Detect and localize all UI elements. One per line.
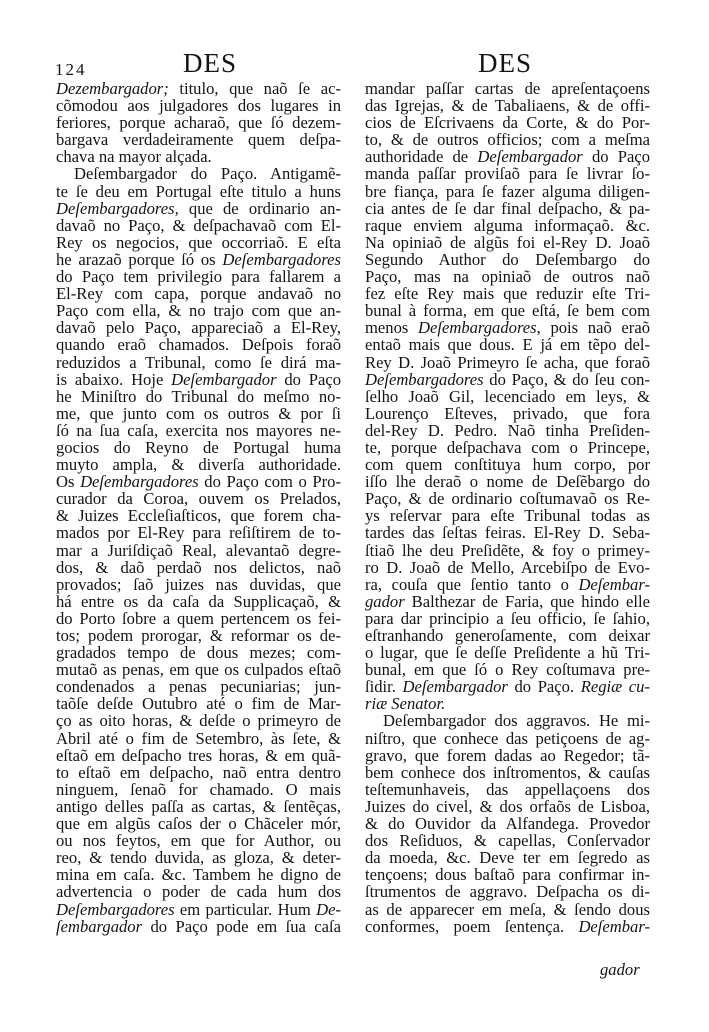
text-run: muyto ampla, & diverſa authoridade. bbox=[56, 455, 341, 475]
text-run: curador da Coroa, ouvem os Prelados, bbox=[56, 489, 341, 509]
text-run: mina em caſa. &c. Tambem he digno de bbox=[56, 865, 341, 885]
text-line bbox=[56, 97, 341, 114]
text-run: Os bbox=[56, 472, 81, 492]
text-run: entaõ mais que dous. E já em tẽpo del- bbox=[365, 335, 650, 355]
text-line bbox=[365, 234, 650, 251]
text-run: que de ordinario an- bbox=[178, 198, 341, 218]
text-run: condenados a penas pecuniarias; jun- bbox=[56, 677, 341, 697]
text-line bbox=[56, 781, 341, 798]
text-run: & do Ouvidor da Alfandega. Provedor bbox=[365, 814, 650, 834]
text-run: ninguem, ſenaõ for chamado. O mais bbox=[56, 779, 341, 799]
text-run: is abaixo. Hoje bbox=[56, 369, 172, 389]
text-run: ro D. Joaõ de Mello, Arcebiſpo de Evo- bbox=[365, 557, 650, 577]
text-run: eſtaõ em deſpacho tres horas, & em quã- bbox=[56, 745, 341, 765]
text-line bbox=[56, 285, 341, 302]
text-line bbox=[56, 593, 341, 610]
text-run: Deſembargador dos aggravos. He mi- bbox=[383, 711, 650, 731]
text-run: do Paço bbox=[276, 369, 341, 389]
text-run: authoridade de bbox=[365, 147, 478, 167]
text-line bbox=[365, 354, 650, 371]
text-line bbox=[365, 251, 650, 268]
text-run: mados por El-Rey para reſiſtirem de to- bbox=[56, 523, 341, 543]
text-line bbox=[56, 798, 341, 815]
text-run: ſó na ſua caſa, exercita nos mayores ne- bbox=[56, 420, 341, 440]
text-run: antigo delles paſſa as cartas, & ſentẽças, bbox=[56, 796, 341, 816]
text-run: tençoens; dous baſtaõ para confirmar in- bbox=[365, 865, 650, 885]
text-run: tos; podem prorogar, & reformar os de- bbox=[56, 626, 341, 645]
text-run: teſtemunhaveis, das appellaçoens dos bbox=[365, 779, 650, 799]
text-run: Lourenço Eſteves, privado, que fora bbox=[365, 403, 650, 423]
text-line bbox=[365, 542, 650, 559]
italic-term: gador bbox=[365, 591, 405, 611]
right-text-column bbox=[365, 80, 650, 935]
text-run: te ſe deu em Portugal eſte titulo a huns bbox=[56, 181, 341, 201]
text-line bbox=[56, 234, 341, 251]
text-line bbox=[365, 798, 650, 815]
text-run: to, & de outros officios; com a meſma bbox=[365, 130, 650, 150]
text-line bbox=[365, 200, 650, 217]
text-line bbox=[56, 131, 341, 148]
left-text-column bbox=[56, 80, 341, 935]
text-run: Paço, & de ordinario coſtumavaõ os Re- bbox=[365, 489, 650, 509]
italic-term: Deſembar- bbox=[578, 574, 650, 594]
text-run: fez eſte Rey mais que reduzir eſte Tri- bbox=[365, 284, 650, 304]
italic-term: Deſembargadores bbox=[365, 369, 484, 389]
text-run: bre fiança, para ſe fazer alguma diligen- bbox=[365, 181, 650, 201]
text-line bbox=[56, 542, 341, 559]
text-line bbox=[56, 678, 341, 695]
text-line bbox=[365, 388, 650, 405]
text-line bbox=[365, 883, 650, 900]
italic-term: Deſembargador bbox=[477, 147, 583, 167]
text-run: me, que junto com os outros & por ſi bbox=[56, 403, 341, 423]
text-line bbox=[365, 730, 650, 747]
text-line bbox=[365, 165, 650, 182]
text-line bbox=[365, 901, 650, 918]
text-line bbox=[56, 388, 341, 405]
text-line bbox=[56, 302, 341, 319]
text-line bbox=[56, 712, 341, 729]
text-run: que em algũs caſos der o Chãceler mór, bbox=[56, 814, 341, 834]
text-run: em particular. Hum bbox=[174, 899, 317, 919]
text-line bbox=[56, 319, 341, 336]
text-run: bunal, em que ſó o Rey coſtumava pre- bbox=[365, 660, 650, 680]
text-run: o lugar, que ſe deſſe Preſidente a hũ Tri- bbox=[365, 643, 650, 663]
text-run: do Paço com o Pro- bbox=[198, 472, 341, 492]
text-run: bem conhece dos inſtromentos, & cauſas bbox=[365, 762, 650, 782]
text-run: raque enviem alguma informaçaõ. &c. bbox=[365, 215, 650, 235]
text-line bbox=[56, 918, 341, 935]
text-run: to eſtaõ em deſpacho, naõ entra dentro bbox=[56, 762, 341, 782]
italic-term: Deſembar- bbox=[578, 916, 650, 936]
text-line bbox=[365, 764, 650, 781]
text-run: da moeda, &c. Deve ter em ſegredo as bbox=[365, 848, 650, 868]
text-line bbox=[365, 439, 650, 456]
text-run: titulo, que naõ ſe ac- bbox=[168, 79, 341, 98]
text-run: do Paço, & do ſeu con- bbox=[483, 369, 650, 389]
text-line bbox=[365, 593, 650, 610]
text-line bbox=[56, 217, 341, 234]
text-line bbox=[365, 336, 650, 353]
text-run: para dar principio a ſeu officio, ſe ſahio, bbox=[365, 608, 650, 628]
text-run: gocios do Reyno de Portugal huma bbox=[56, 437, 341, 457]
text-run: cõmodou aos julgadores dos lugares in bbox=[56, 96, 341, 116]
text-run: do Paço. bbox=[507, 677, 581, 697]
text-line bbox=[56, 405, 341, 422]
text-line bbox=[365, 507, 650, 524]
italic-term: Deſembargadores bbox=[56, 899, 175, 919]
text-line bbox=[365, 80, 650, 97]
catchword: gador bbox=[600, 960, 640, 979]
text-run: Rey D. Joaõ Primeyro ſe acha, que foraõ bbox=[365, 352, 650, 372]
text-run: gradados tempo de dous mezes; com- bbox=[56, 643, 341, 663]
text-line bbox=[56, 507, 341, 524]
text-run: do Porto ſobre a quem pertencem os fei- bbox=[56, 608, 341, 628]
text-line bbox=[56, 251, 341, 268]
text-line bbox=[365, 524, 650, 541]
text-run: eſtranhando generoſamente, com deixar bbox=[365, 626, 650, 645]
text-run: te, porque deſpachava com o Princepe, bbox=[365, 437, 650, 457]
text-run: ſtrumentos de aggravo. Deſpacha os di- bbox=[365, 882, 650, 902]
text-run: & Juizes Eccleſiaſticos, que forem cha- bbox=[56, 506, 341, 526]
text-line bbox=[365, 217, 650, 234]
running-head-right: DES bbox=[478, 48, 533, 78]
italic-term: Deſembargador bbox=[402, 677, 508, 697]
text-run: provados; ſaõ juizes nas duvidas, que bbox=[56, 574, 341, 594]
text-run: mutaõ as penas, em que os culpados eſtaõ bbox=[56, 660, 341, 680]
text-run: iſſo lhe deraõ o nome de Deſẽbargo do bbox=[365, 472, 650, 492]
text-run: , pois naõ eraõ bbox=[536, 318, 650, 338]
italic-term: Deſembargador bbox=[171, 369, 277, 389]
italic-term: ſembargador bbox=[56, 916, 143, 936]
text-line bbox=[365, 661, 650, 678]
text-run: cios de Eſcrivaens da Corte, & do Por- bbox=[365, 113, 650, 133]
text-run: dos, & daõ perdaõ nos delictos, naõ bbox=[56, 557, 341, 577]
text-run: Rey os negocios, que occorriaõ. E eſta bbox=[56, 232, 341, 252]
text-run: ys reſervar para eſte Tribunal todas as bbox=[365, 506, 650, 526]
text-run: davaõ pelo Paço, appareciaõ a El-Rey, bbox=[56, 318, 341, 338]
italic-term: Deſembargadores bbox=[222, 249, 341, 269]
text-line bbox=[365, 268, 650, 285]
text-line bbox=[56, 661, 341, 678]
text-line bbox=[56, 439, 341, 456]
text-line bbox=[365, 918, 650, 935]
text-line bbox=[365, 832, 650, 849]
text-run: taõſe deſde Outubro até o fim de Mar- bbox=[56, 694, 341, 714]
text-line bbox=[56, 148, 341, 165]
italic-term: riæ Senator. bbox=[365, 694, 446, 714]
text-line bbox=[56, 165, 341, 182]
italic-term: Deſembargadores, bbox=[56, 198, 179, 218]
text-line bbox=[365, 849, 650, 866]
text-run: del-Rey D. Pedro. Naõ tinha Preſiden- bbox=[365, 420, 650, 440]
text-run: feriores, porque acharaõ, que ſó dezem- bbox=[56, 113, 341, 133]
text-run: Paço, mas na opiniaõ de outros naõ bbox=[365, 267, 650, 287]
text-run: reo, & tendo duvida, as gloza, & deter- bbox=[56, 848, 341, 868]
text-line bbox=[365, 371, 650, 388]
text-line bbox=[365, 456, 650, 473]
text-run: menos bbox=[365, 318, 419, 338]
text-run: Balthezar de Faria, que hindo elle bbox=[404, 591, 650, 611]
text-run: do Paço bbox=[582, 147, 650, 167]
text-line bbox=[56, 764, 341, 781]
text-run: com quem conſtituya hum corpo, por bbox=[365, 455, 650, 475]
text-run: Segundo Author do Deſembargo do bbox=[365, 249, 650, 269]
text-line bbox=[365, 627, 650, 644]
text-line bbox=[365, 866, 650, 883]
text-line bbox=[365, 148, 650, 165]
text-line bbox=[56, 80, 341, 97]
text-line bbox=[56, 901, 341, 918]
italic-term: De- bbox=[316, 899, 341, 919]
text-line bbox=[365, 97, 650, 114]
text-run: Abril até o fim de Setembro, às ſete, & bbox=[56, 728, 341, 748]
text-run: manda paſſar proviſaõ para ſe livrar ſo- bbox=[365, 164, 650, 184]
text-run: quando eraõ chamados. Deſpois foraõ bbox=[56, 335, 341, 355]
text-line bbox=[56, 473, 341, 490]
italic-term: Regiæ cu- bbox=[580, 677, 650, 697]
text-run: bargava verdadeiramente quem deſpa- bbox=[56, 130, 341, 150]
text-line bbox=[56, 336, 341, 353]
text-line bbox=[56, 815, 341, 832]
text-line bbox=[56, 422, 341, 439]
text-run: gravo, que forem dadas ao Regedor; tã- bbox=[365, 745, 650, 765]
text-line bbox=[365, 781, 650, 798]
text-line bbox=[365, 131, 650, 148]
text-line bbox=[365, 747, 650, 764]
text-line bbox=[56, 456, 341, 473]
text-run: Paço com ella, & no trajo com que an- bbox=[56, 301, 341, 321]
text-line bbox=[365, 610, 650, 627]
text-run: reduzidos a Tribunal, como ſe dirá ma- bbox=[56, 352, 341, 372]
text-line bbox=[56, 200, 341, 217]
text-line bbox=[56, 268, 341, 285]
italic-term: Deſembargadores bbox=[80, 472, 199, 492]
text-run: ço as oito horas, & deſde o primeyro de bbox=[56, 711, 341, 731]
text-run: cia antes de ſe dar final deſpacho, & pa- bbox=[365, 198, 650, 218]
text-line bbox=[365, 422, 650, 439]
text-run: ſidir. bbox=[365, 677, 403, 697]
text-line bbox=[56, 354, 341, 371]
text-run: he Miniſtro do Tribunal do meſmo no- bbox=[56, 386, 341, 406]
text-line bbox=[56, 832, 341, 849]
running-head-left: DES bbox=[183, 48, 238, 78]
text-line bbox=[365, 815, 650, 832]
italic-term: Deſembargadores bbox=[418, 318, 537, 338]
text-run: há entre os da caſa da Supplicaçaõ, & bbox=[56, 591, 341, 611]
text-line bbox=[56, 490, 341, 507]
text-run: Deſembargador do Paço. Antigamẽ- bbox=[74, 164, 341, 184]
text-run: davaõ no Paço, & deſpachavaõ com El- bbox=[56, 215, 341, 235]
text-run: mar a Juriſdiçaõ Real, alevantaõ degre- bbox=[56, 540, 341, 560]
text-run: he arazaõ porque ſó os bbox=[56, 249, 223, 269]
text-line bbox=[56, 559, 341, 576]
text-line bbox=[56, 610, 341, 627]
text-run: do Paço tem privilegio para fallarem a bbox=[56, 267, 341, 287]
page-number: 124 bbox=[55, 60, 87, 79]
text-line bbox=[365, 183, 650, 200]
text-line bbox=[56, 730, 341, 747]
text-line bbox=[56, 371, 341, 388]
text-run: bunal à forma, em que eſtá, ſe bem com bbox=[365, 301, 650, 321]
text-run: as de apparecer em meſa, & ſendo dous bbox=[365, 899, 650, 919]
text-line bbox=[365, 405, 650, 422]
text-line bbox=[56, 114, 341, 131]
text-line bbox=[56, 576, 341, 593]
text-run: ra, couſa que ſentio tanto o bbox=[365, 574, 579, 594]
text-line bbox=[56, 183, 341, 200]
text-line bbox=[56, 644, 341, 661]
italic-term: Dezembargador; bbox=[56, 79, 169, 98]
text-line bbox=[365, 319, 650, 336]
text-run: mandar paſſar cartas de apreſentaçoens bbox=[365, 79, 650, 98]
text-run: chava na mayor alçada. bbox=[56, 147, 212, 167]
text-run: ſtiaõ lhe deu Preſidẽte, & foy o primey- bbox=[365, 540, 650, 560]
text-line bbox=[365, 114, 650, 131]
text-run: ſelho Joaõ Gil, lecenciado em leys, & bbox=[365, 386, 650, 406]
text-run: Juizes do civel, & dos orfaõs de Lisboa, bbox=[365, 796, 650, 816]
text-run: ou nos feytos, em que for Author, ou bbox=[56, 831, 341, 851]
text-line bbox=[56, 883, 341, 900]
text-line bbox=[365, 285, 650, 302]
text-line bbox=[365, 695, 650, 712]
text-line bbox=[365, 302, 650, 319]
text-run: das Igrejas, & de Tabaliaens, & de offi- bbox=[365, 96, 650, 116]
text-line bbox=[365, 712, 650, 729]
text-line bbox=[365, 473, 650, 490]
text-run: conformes, poem ſentença. bbox=[365, 916, 579, 936]
text-line bbox=[56, 849, 341, 866]
text-run: niſtro, que conhece das petiçoens de ag- bbox=[365, 728, 650, 748]
text-run: tardes das ſeſtas feiras. El-Rey D. Seba- bbox=[365, 523, 650, 543]
text-line bbox=[56, 524, 341, 541]
text-line bbox=[365, 678, 650, 695]
text-run: advertencia o poder de cada hum dos bbox=[56, 882, 341, 902]
text-line bbox=[56, 747, 341, 764]
text-line bbox=[56, 695, 341, 712]
text-run: Na opiniaõ de algũs foi el-Rey D. Joaõ bbox=[365, 232, 650, 252]
text-line bbox=[365, 559, 650, 576]
text-run: El-Rey com capa, porque andavaõ no bbox=[56, 284, 341, 304]
text-line bbox=[56, 627, 341, 644]
text-run: do Paço pode em ſua caſa bbox=[142, 916, 341, 936]
text-run: dos Reſiduos, & capellas, Conſervador bbox=[365, 831, 650, 851]
text-line bbox=[365, 644, 650, 661]
text-line bbox=[56, 866, 341, 883]
text-line bbox=[365, 576, 650, 593]
text-line bbox=[365, 490, 650, 507]
